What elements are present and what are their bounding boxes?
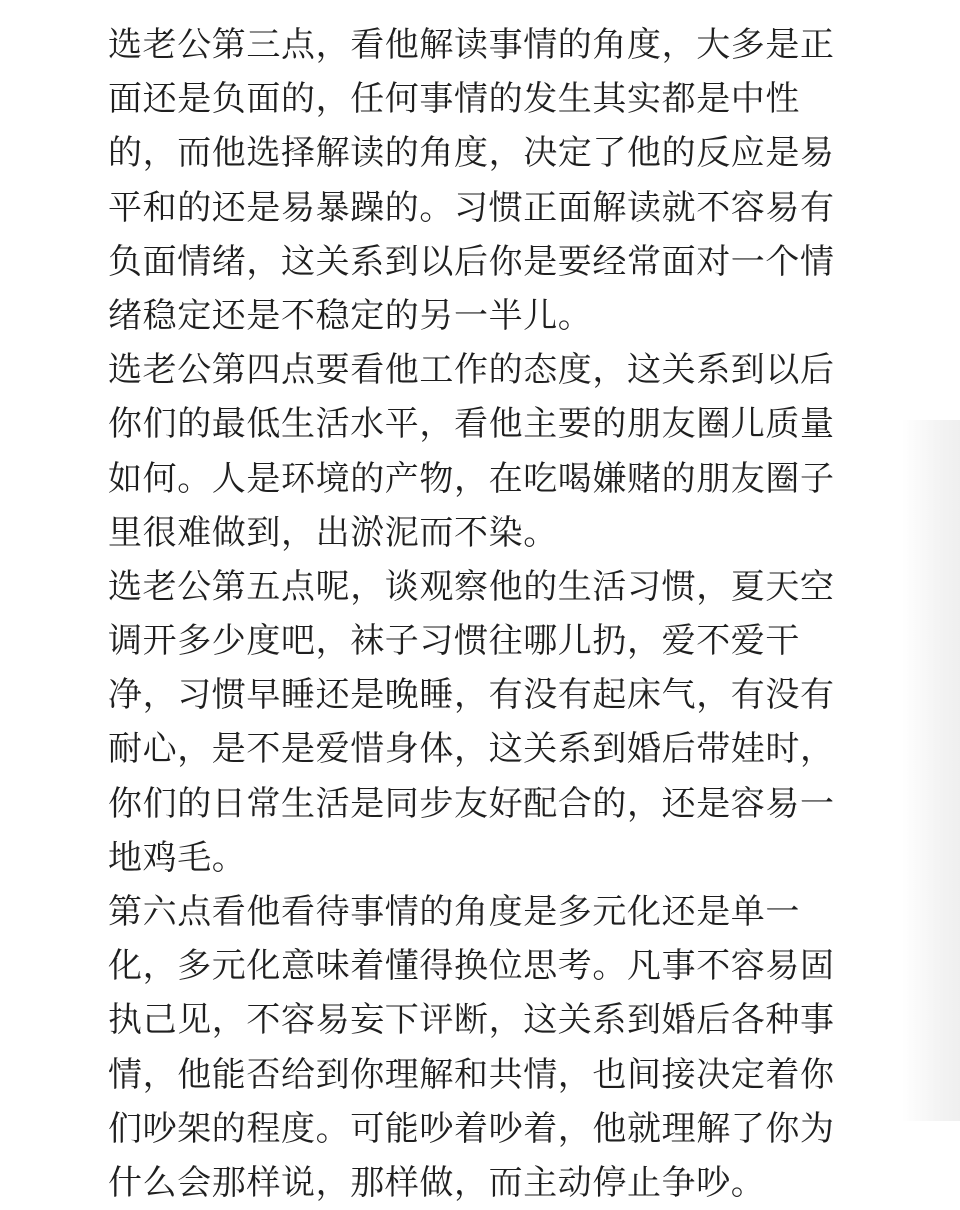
text-line: 负面情绪，这关系到以后你是要经常面对一个情 — [108, 241, 835, 282]
text-line: 选老公第三点，看他解读事情的角度，大多是正 — [108, 25, 835, 65]
article-text — [108, 18, 848, 1210]
text-line: 第六点看他看待事情的角度是多元化还是单一 — [108, 892, 800, 932]
text-line: 里很难做到，出淤泥而不染。 — [108, 512, 558, 553]
text-line: 选老公第四点要看他工作的态度，这关系到以后 — [108, 350, 835, 391]
text-line: 净，习惯早睡还是晚睡，有没有起床气，有没有 — [108, 675, 835, 716]
text-line: 地鸡毛。 — [108, 837, 247, 878]
text-line: 化，多元化意味着懂得换位思考。凡事不容易固 — [108, 946, 835, 987]
text-line: 面还是负面的，任何事情的发生其实都是中性 — [108, 79, 800, 120]
text-line: 你们的日常生活是同步友好配合的，还是容易一 — [108, 783, 835, 824]
text-line: 绪稳定还是不稳定的另一半儿。 — [108, 295, 593, 336]
text-line: 情，他能否给到你理解和共情，也间接决定着你 — [108, 1054, 835, 1095]
text-line: 什么会那样说，那样做，而主动停止争吵。 — [108, 1162, 766, 1203]
page-edge-shadow — [902, 420, 960, 1121]
text-line: 你们的最低生活水平，看他主要的朋友圈儿质量 — [108, 404, 835, 445]
text-line: 如何。人是环境的产物，在吃喝嫌赌的朋友圈子 — [108, 458, 835, 499]
text-line: 执己见，不容易妄下评断，这关系到婚后各种事 — [108, 1000, 835, 1041]
text-line: 平和的还是易暴躁的。习惯正面解读就不容易有 — [108, 187, 835, 228]
text-line: 耐心，是不是爱惜身体，这关系到婚后带娃时， — [108, 729, 835, 770]
text-line: 的，而他选择解读的角度，决定了他的反应是易 — [108, 133, 835, 174]
text-line: 选老公第五点呢，谈观察他的生活习惯，夏天空 — [108, 566, 835, 607]
text-line: 调开多少度吧，袜子习惯往哪儿扔，爱不爱干 — [108, 621, 800, 662]
text-line: 们吵架的程度。可能吵着吵着，他就理解了你为 — [108, 1108, 835, 1149]
